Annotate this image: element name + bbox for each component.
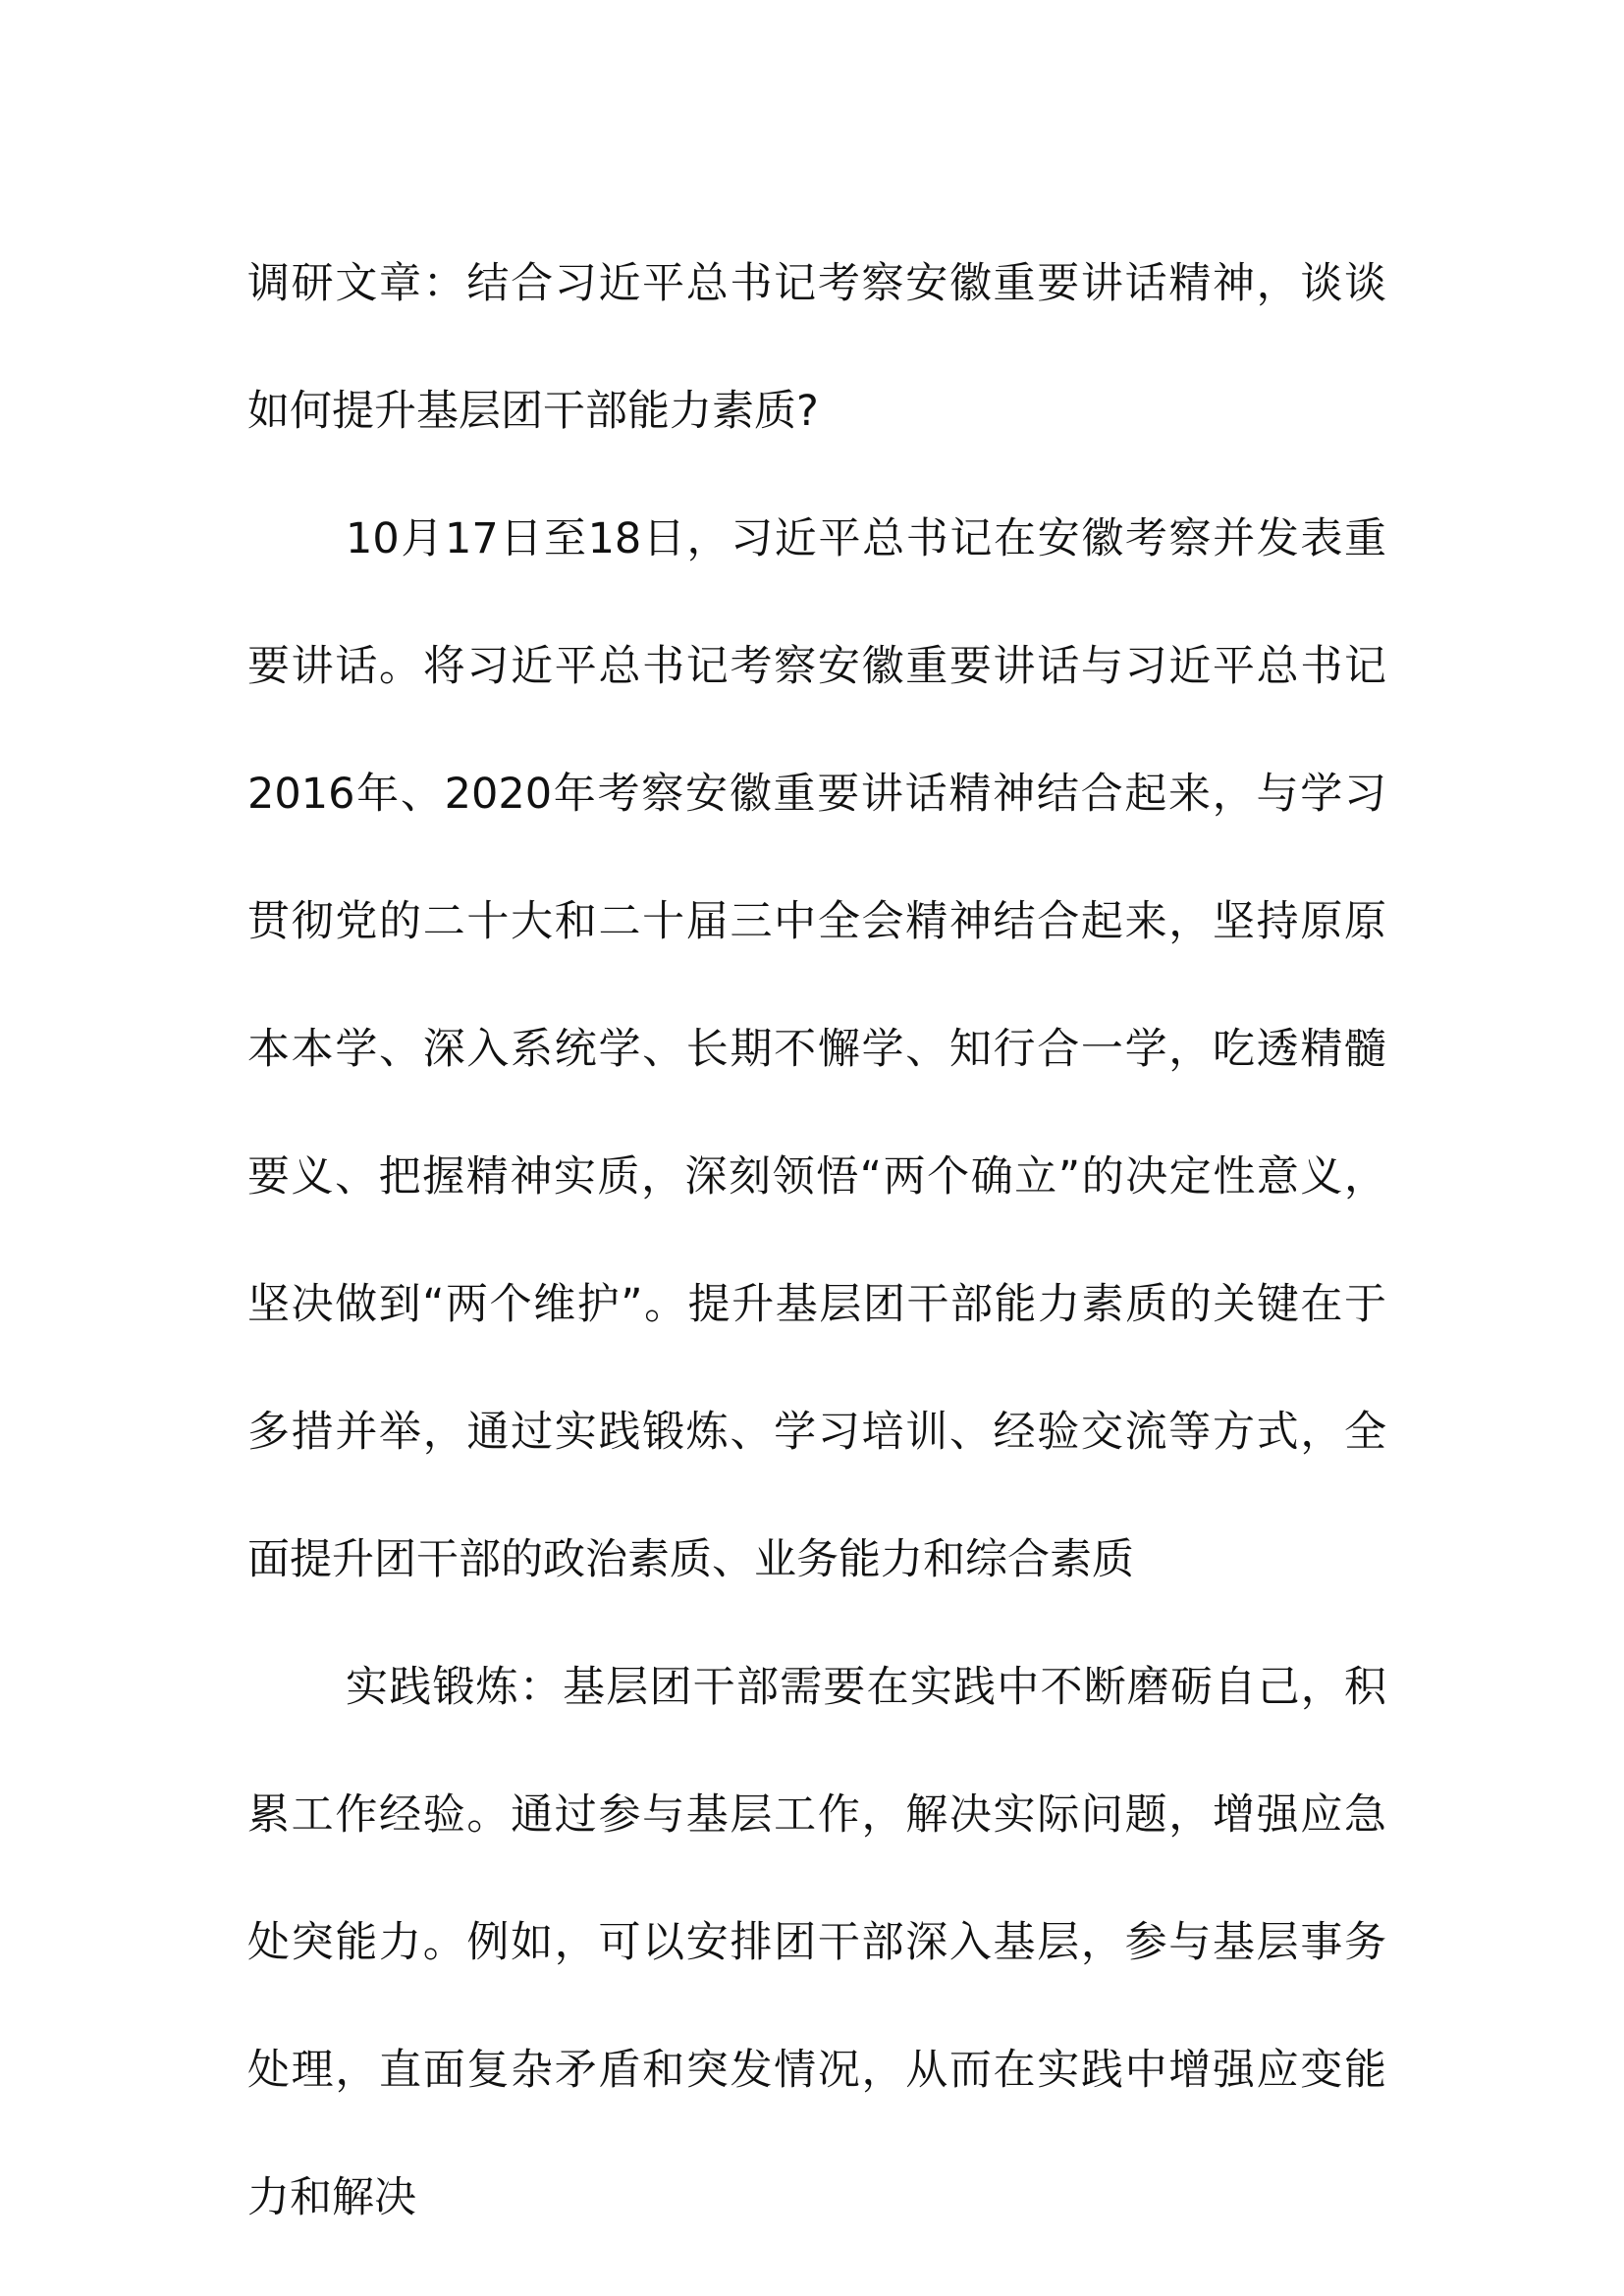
paragraph-2: 实践锻炼：基层团干部需要在实践中不断磨砺自己，积累工作经验。通过参与基层工作，解决实际问题，增强应急处突能力。例如，可以安排团干部深入基层，参与基层事务处理，直面复杂矛盾和突发情况，从而在实践中增强应变能力和解决 [247, 1663, 1386, 2222]
paragraph-1: 10月17日至18日，习近平总书记在安徽考察并发表重要讲话。将习近平总书记考察安徽重要讲话与习近平总书记2016年、2020年考察安徽重要讲话精神结合起来，与学习贯彻党的二十大和二十届三中全会精神结合起来，坚持原原本本学、深入系统学、长期不懈学、知行合一学，吃透精髓要义、把握精神实质，深刻领悟“两个确立”的决定性意义，坚决做到“两个维护”。提升基层团干部能力素质的关键在于多措并举，通过实践锻炼、学习培训、经验交流等方式，全面提升团干部的政治素质、业务能力和综合素质 [247, 514, 1386, 1584]
document-body [247, 220, 1386, 2262]
document-title: 调研文章：结合习近平总书记考察安徽重要讲话精神，谈谈如何提升基层团干部能力素质? [247, 259, 1386, 436]
